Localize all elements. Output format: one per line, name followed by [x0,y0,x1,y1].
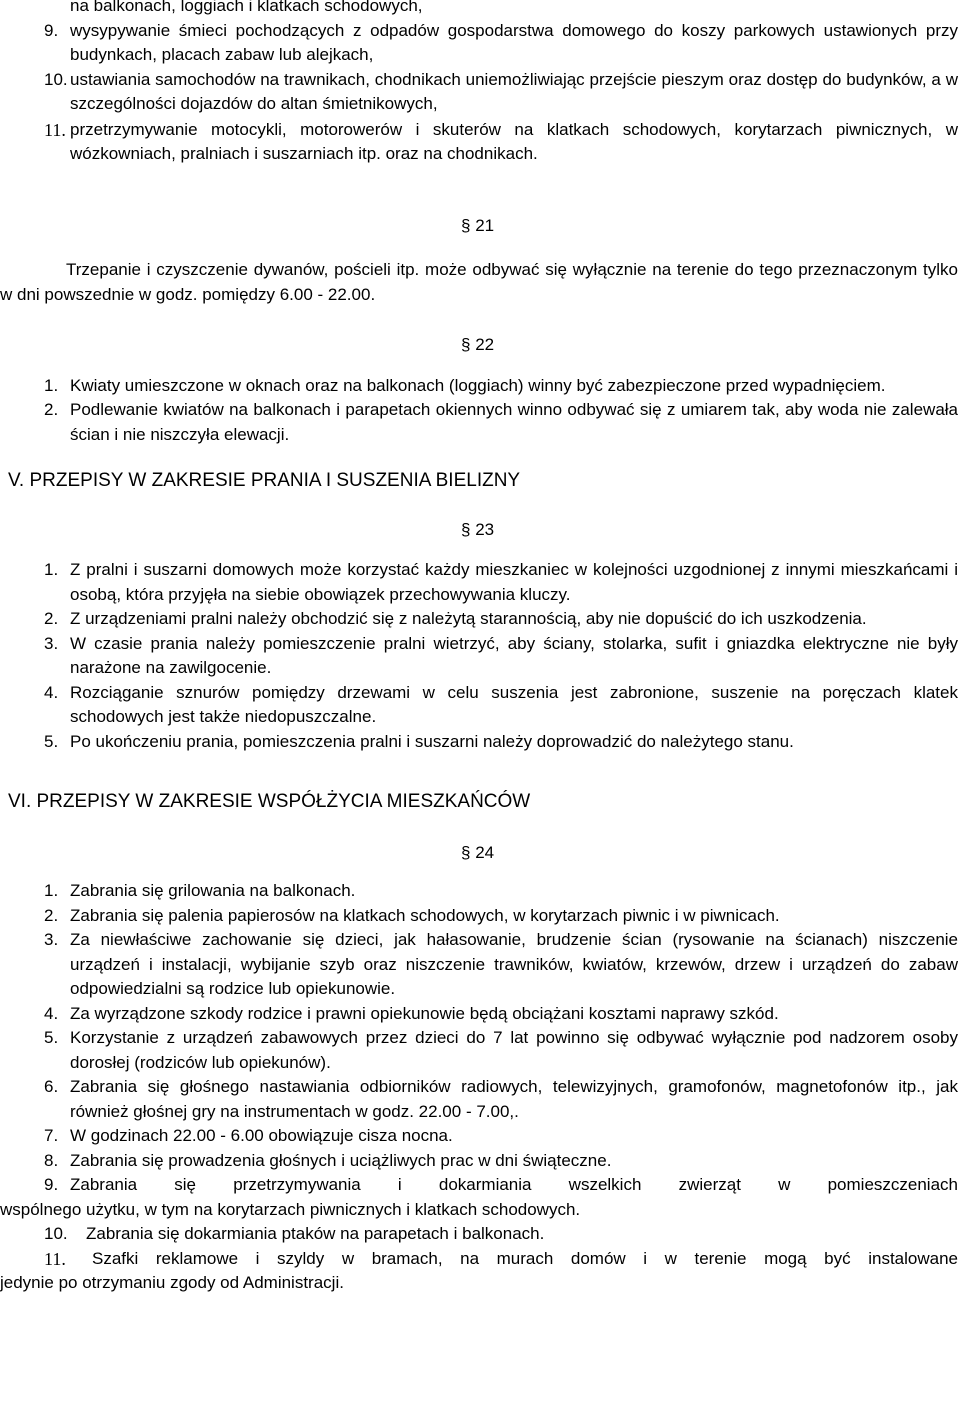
item-number: 8. [44,1150,59,1170]
list-item [0,398,960,447]
item-number: 4. [44,1003,59,1023]
section-number: 23 [475,519,495,539]
item-number: 6. [44,1077,59,1096]
paragraph [0,258,960,307]
list-item [0,118,960,167]
item-number: 1. [44,560,59,579]
list-item [0,632,960,681]
list-item [0,558,960,607]
list-item [0,1075,960,1124]
item-text: Zabrania się prowadzenia głośnych i uciążliwych prac w dni świąteczne. [70,1150,612,1170]
item-text: Zabrania się grilowania na balkonach. [70,881,356,900]
item-text: W czasie prania należy pomieszczenie pralni wietrzyć, aby ściany, stolarka, sufit i gniazdka elektryczne nie były narażone na zawilgocenie. [70,633,958,677]
section-heading: VI. PRZEPISY W ZAKRESIE WSPÓŁŻYCIA MIESZKAŃCÓW [8,791,531,812]
item-text: Zabrania się głośnego nastawiania odbiorników radiowych, telewizyjnych, gramofonów, magnetofonów itp., jak również głośnej gry na instrumentach w godz. 22.00 - 7.00,. [70,1077,958,1121]
item-text: Kwiaty umieszczone w oknach oraz na balkonach (loggiach) winny być zabezpieczone przed wypadnięciem. [70,375,886,395]
item-number: 2. [44,905,59,925]
item-text: Rozciąganie sznurów pomiędzy drzewami w celu suszenia jest zabronione, suszenie na poręczach klatek schodowych jest także niedopuszczalne. [70,682,958,726]
list-item [0,1124,960,1149]
section-symbol: § [461,842,471,862]
item-text: Szafki reklamowe i szyldy w bramach, na murach domów i w terenie mogą być instalowane [92,1248,958,1268]
item-text: Zabrania się palenia papierosów na klatkach schodowych, w korytarzach piwnic i w piwnicach. [70,905,780,925]
item-text: Za wyrządzone szkody rodzice i prawni opiekunowie będą obciążani kosztami naprawy szkód. [70,1003,779,1023]
section-symbol: § [461,519,471,539]
item-number: 3. [44,633,59,653]
item-text: Z pralni i suszarni domowych może korzystać każdy mieszkaniec w kolejności uzgodnionej z innymi mieszkańcami i osobą, która przyjęła na siebie obowiązek przechowywania kluczy. [70,560,958,604]
list-item [0,1247,960,1296]
item-text: wysypywanie śmieci pochodzących z odpadów gospodarstwa domowego do koszy parkowych ustawionych przy budynkach, placach zabaw lub alejkach, [70,20,958,64]
item-number: 2. [44,400,59,419]
list-item [0,928,960,1002]
list-item [0,681,960,730]
list-item [0,19,960,68]
item-text: Za niewłaściwe zachowanie się dzieci, jak hałasowanie, brudzenie ścian (rysowanie na ścianach) niszczenie urządzeń i instalacji, wybijanie szyb oraz niszczenie trawników, kwiatów, krzewów, drzew i urządzeń do zabaw odpowiedzialni są rodzice lub opiekunowie. [70,930,958,998]
item-number: 10. [44,69,68,89]
item-number: 10. [44,1224,68,1243]
item-number: 1. [44,375,59,395]
list-item [0,904,960,929]
list-item [0,68,960,117]
section-symbol: § [461,215,471,235]
section-mark [0,518,960,543]
item-text: Zabrania się dokarmiania ptaków na parapetach i balkonach. [86,1224,545,1243]
list-item [0,879,960,904]
item-text: na balkonach, loggiach i klatkach schodowych, [70,0,423,15]
item-number: 11. [44,119,66,140]
section-mark [0,333,960,358]
item-number: 5. [44,731,59,751]
list-item [0,1173,960,1222]
item-number: 5. [44,1028,59,1047]
item-number: 9. [44,1175,59,1194]
item-number: 1. [44,881,59,900]
item-text: przetrzymywanie motocykli, motorowerów i skuterów na klatkach schodowych, korytarzach piwnicznych, w wózkowniach, pralniach i suszarniach itp. oraz na chodnikach. [70,119,958,163]
item-text: Zabrania się przetrzymywania i dokarmiania wszelkich zwierząt w pomieszczeniach [70,1175,958,1194]
item-text-continuation: jedynie po otrzymaniu zgody od Administracji. [0,1273,344,1292]
section-number: 24 [475,842,495,862]
list-item [0,0,960,19]
item-number: 2. [44,609,59,628]
list-item [0,1026,960,1075]
list-item [0,1149,960,1174]
section-number: 22 [475,335,495,354]
item-text: W godzinach 22.00 - 6.00 obowiązuje cisza nocna. [70,1126,453,1145]
section-mark [0,214,960,239]
item-text: ustawiania samochodów na trawnikach, chodnikach uniemożliwiając przejście pieszym oraz dostęp do budynków, a w szczególności dojazdów do altan śmietnikowych, [70,69,958,113]
item-text: Po ukończeniu prania, pomieszczenia pralni i suszarni należy doprowadzić do należytego stanu. [70,731,794,751]
section-symbol: § [461,335,471,354]
paragraph-text: Trzepanie i czyszczenie dywanów, pościeli itp. może odbywać się wyłącznie na terenie do tego przeznaczonym tylko w dni powszednie w godz. pomiędzy 6.00 - 22.00. [0,260,958,304]
item-number: 4. [44,682,59,702]
item-text: Z urządzeniami pralni należy obchodzić się z należytą starannością, aby nie dopuścić do ich uszkodzenia. [70,609,867,628]
section-number: 21 [475,215,495,235]
section-heading: V. PRZEPISY W ZAKRESIE PRANIA I SUSZENIA BIELIZNY [8,470,521,491]
list-item [0,374,960,399]
list-item [0,1222,960,1247]
list-item [0,607,960,632]
list-item [0,730,960,755]
list-item [0,1002,960,1027]
item-number: 11. [44,1248,66,1269]
item-text: Podlewanie kwiatów na balkonach i parapetach okiennych winno odbywać się z umiarem tak, aby woda nie zalewała ścian i nie niszczyła elewacji. [70,400,958,444]
item-text-continuation: wspólnego użytku, w tym na korytarzach piwnicznych i klatkach schodowych. [0,1199,581,1219]
item-text: Korzystanie z urządzeń zabawowych przez dzieci do 7 lat powinno się odbywać wyłącznie pod nadzorem osoby dorosłej (rodziców lub opiekunów). [70,1028,958,1072]
item-number: 3. [44,930,59,949]
item-number: 7. [44,1126,59,1145]
section-mark [0,841,960,866]
item-number: 9. [44,20,59,40]
